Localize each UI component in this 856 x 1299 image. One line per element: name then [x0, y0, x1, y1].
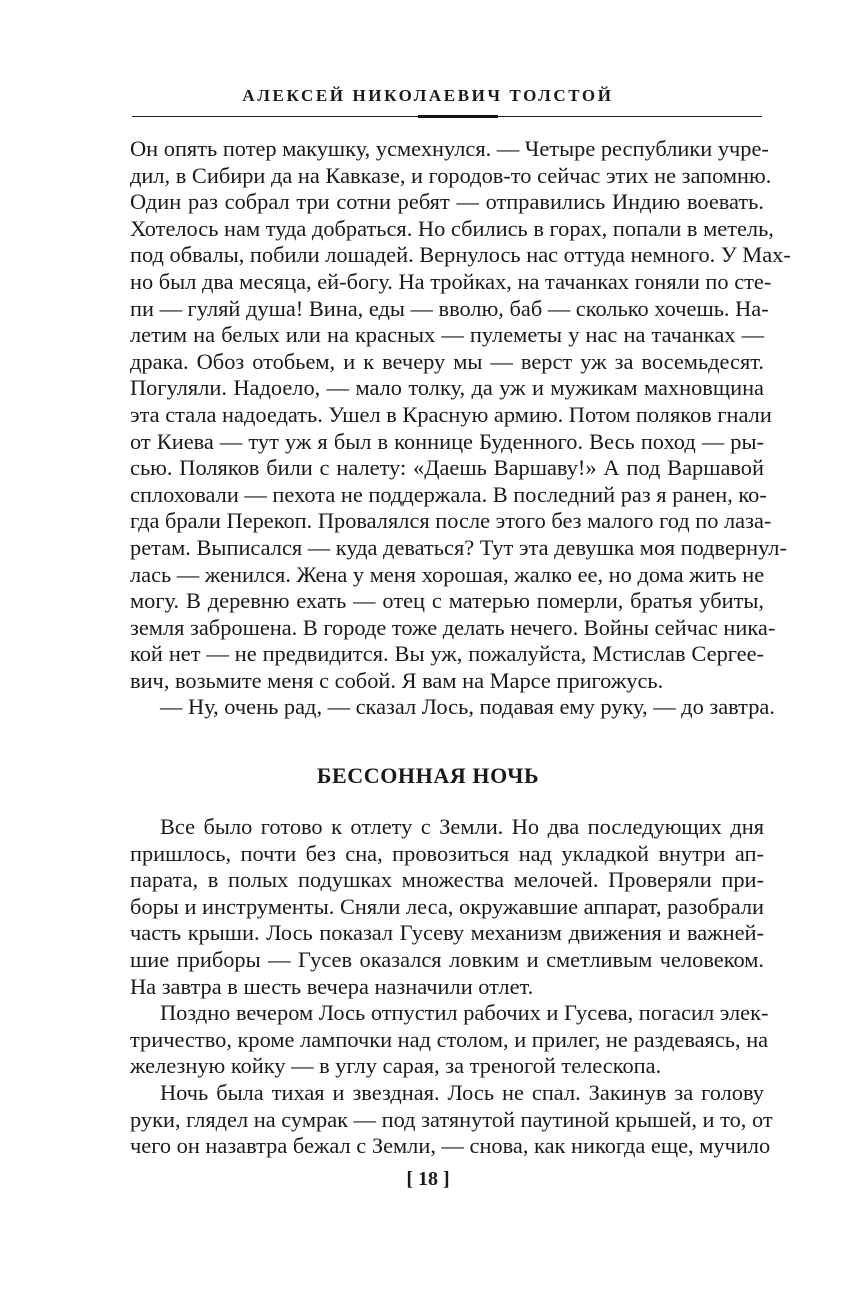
text-line: кой нет — не предвидится. Вы уж, пожалуйста, Мстислав Сергее-: [130, 641, 764, 667]
text-line: сью. Поляков били с налету: «Даешь Варшаву!» А под Варшавой: [130, 455, 764, 481]
text-line: боры и инструменты. Сняли леса, окружавшие аппарат, разобрали: [130, 893, 764, 919]
text-line: сплоховали — пехота не поддержала. В последний раз я ранен, ко-: [130, 481, 767, 507]
text-line: под обвалы, побили лошадей. Вернулось нас оттуда немного. У Мах-: [130, 242, 791, 268]
page-number: [ 18 ]: [406, 1168, 450, 1190]
text-line: дил, в Сибири да на Кавказе, и городов-то сейчас этих не запомню.: [130, 162, 772, 188]
text-line: эта стала надоедать. Ушел в Красную армию. Потом поляков гнали: [130, 401, 772, 427]
paragraph-1: [130, 814, 773, 1160]
text-line: летим на белых или на красных — пулеметы у нас на тачанках —: [130, 322, 764, 348]
text-line: На завтра в шесть вечера назначили отлет.: [130, 973, 534, 999]
text-line: Он опять потер макушку, усмехнулся. — Четыре республики учре-: [130, 136, 769, 161]
text-line: но был два месяца, ей-богу. На тройках, на тачанках гоняли по сте-: [130, 268, 772, 294]
running-head: АЛЕКСЕЙ НИКОЛАЕВИЧ ТОЛСТОЙ: [242, 86, 614, 105]
text-line: железную койку — в углу сарая, за треногой телескопа.: [130, 1053, 662, 1079]
text-line: пи — гуляй душа! Вина, еды — вволю, баб — сколько хочешь. На-: [130, 295, 769, 321]
text-line: от Киева — тут уж я был в коннице Буденного. Весь поход — ры-: [130, 428, 764, 454]
text-line: шие приборы — Гусев оказался ловким и сметливым человеком.: [130, 946, 764, 972]
text-block-continuation: [130, 136, 791, 721]
text-line: вич, возьмите меня с собой. Я вам на Марсе пригожусь.: [130, 667, 664, 693]
text-line: чего он назавтра бежал с Земли, — снова, как никогда еще, мучило: [130, 1133, 771, 1159]
text-line: гда брали Перекоп. Провалялся после этого без малого год по лаза-: [130, 508, 772, 534]
text-line: пришлось, почти без сна, провозиться над укладкой внутри ап-: [130, 840, 764, 866]
text-line: руки, глядел на сумрак — под затянутой паутиной крышей, и то, от: [130, 1106, 773, 1132]
text-line: Один раз собрал три сотни ребят — отправились Индию воевать.: [130, 189, 764, 215]
text-line: лась — женился. Жена у меня хорошая, жалко ее, но дома жить не: [130, 561, 765, 587]
text-line: Хотелось нам туда добраться. Но сбились в горах, попали в метель,: [130, 215, 774, 241]
section-title: БЕССОННАЯ НОЧЬ: [316, 763, 540, 788]
header-rule-accent: [418, 115, 498, 118]
text-line: тричество, кроме лампочки над столом, и прилег, не раздеваясь, на: [130, 1026, 769, 1052]
text-line: могу. В деревню ехать — отец с матерью померли, братья убиты,: [130, 588, 764, 614]
text-line: парата, в полых подушках множества мелочей. Проверяли при-: [130, 867, 764, 893]
text-line: ретам. Выписался — куда деваться? Тут эта девушка моя подвернул-: [130, 534, 787, 560]
text-line: Все было готово к отлету с Земли. Но два последующих дня: [160, 814, 764, 839]
text-line: Поздно вечером Лось отпустил рабочих и Гусева, погасил элек-: [160, 1000, 769, 1026]
text-line: земля заброшена. В городе тоже делать нечего. Войны сейчас ника-: [130, 614, 776, 640]
dialogue-line: — Ну, очень рад, — сказал Лось, подавая ему руку, — до завтра.: [160, 694, 775, 720]
text-line: драка. Обоз отобьем, и к вечеру мы — верст уж за восемьдесят.: [130, 348, 764, 374]
text-line: часть крыши. Лось показал Гусеву механизм движения и важней-: [130, 920, 764, 946]
text-line: Погуляли. Надоело, — мало толку, да уж и мужикам махновщина: [130, 375, 764, 401]
text-line: Ночь была тихая и звездная. Лось не спал. Закинув за голову: [160, 1079, 764, 1105]
